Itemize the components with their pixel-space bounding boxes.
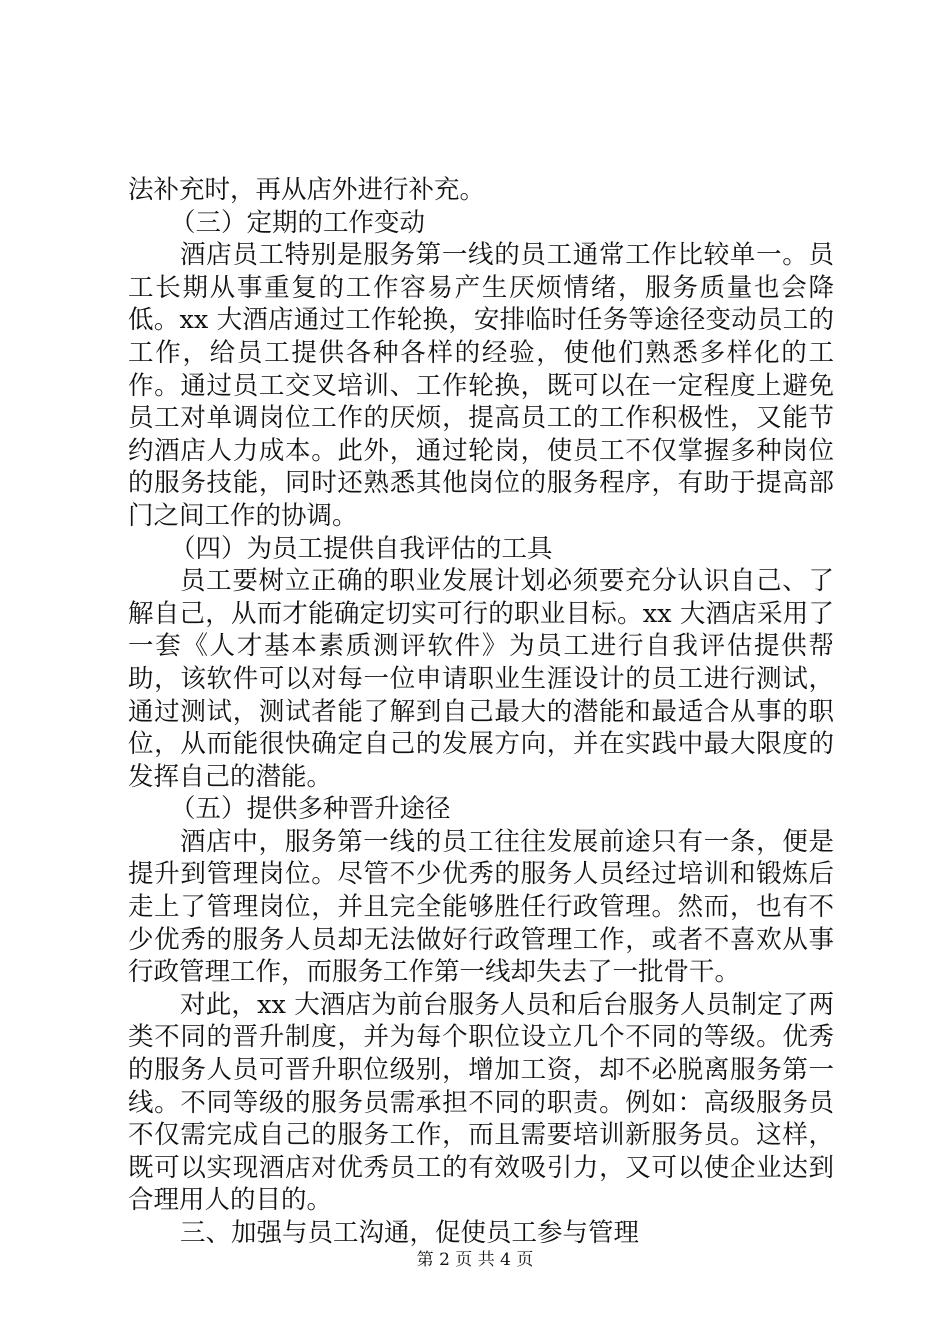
paragraph-continuation: 法补充时，再从店外进行补充。 <box>128 175 486 205</box>
section-heading-3: （三）定期的工作变动 <box>170 207 426 238</box>
section-heading-5: （五）提供多种晋升途径 <box>170 794 451 825</box>
section-heading-4: （四）为员工提供自我评估的工具 <box>170 533 553 564</box>
paragraph-job-rotation: 酒店员工特别是服务第一线的员工通常工作比较单一。员工长期从事重复的工作容易产生厌烦情绪，服务质量也会降低。xx 大酒店通过工作轮换，安排临时任务等途径变动员工的工作，给员工提供各种各样的经验，使他们熟悉多样化的工作。通过员工交叉培训、工作轮换，既可以在一定程度上避免员工对单调岗位工作的厌烦，提高员工的工作积极性，又能节约酒店人力成本。此外，通过轮岗，使员工不仅掌握多种岗位的服务技能，同时还熟悉其他岗位的服务程序，有助于提高部门之间工作的协调。 <box>128 240 834 531</box>
paragraph-promotion-system: 对此，xx 大酒店为前台服务人员和后台服务人员制定了两类不同的晋升制度，并为每个职位设立几个不同的等级。优秀的服务人员可晋升职位级别，增加工资，却不必脱离服务第一线。不同等级的服务员需承担不同的职责。例如：高级服务员不仅需完成自己的服务工作，而且需要培训新服务员。这样，既可以实现酒店对优秀员工的有效吸引力，又可以使企业达到合理用人的目的。 <box>128 989 834 1216</box>
section-heading-three: 三、加强与员工沟通，促使员工参与管理 <box>180 1218 640 1248</box>
paragraph-self-assessment: 员工要树立正确的职业发展计划必须要充分认识自己、了解自己，从而才能确定切实可行的职业目标。xx 大酒店采用了一套《人才基本素质测评软件》为员工进行自我评估提供帮助，该软件可以对每一位申请职业生涯设计的员工进行测试，通过测试，测试者能了解到自己最大的潜能和最适合从事的职位，从而能很快确定自己的发展方向，并在实践中最大限度的发挥自己的潜能。 <box>128 566 834 792</box>
page-number-footer: 第 2 页 共 4 页 <box>416 1250 534 1270</box>
document-body <box>128 174 834 1250</box>
paragraph-promotion-paths: 酒店中，服务第一线的员工往往发展前途只有一条，便是提升到管理岗位。尽管不少优秀的服务人员经过培训和锻炼后走上了管理岗位，并且完全能够胜任行政管理。然而，也有不少优秀的服务人员却无法做好行政管理工作，或者不喜欢从事行政管理工作，而服务工作第一线却失去了一批骨干。 <box>128 826 834 988</box>
